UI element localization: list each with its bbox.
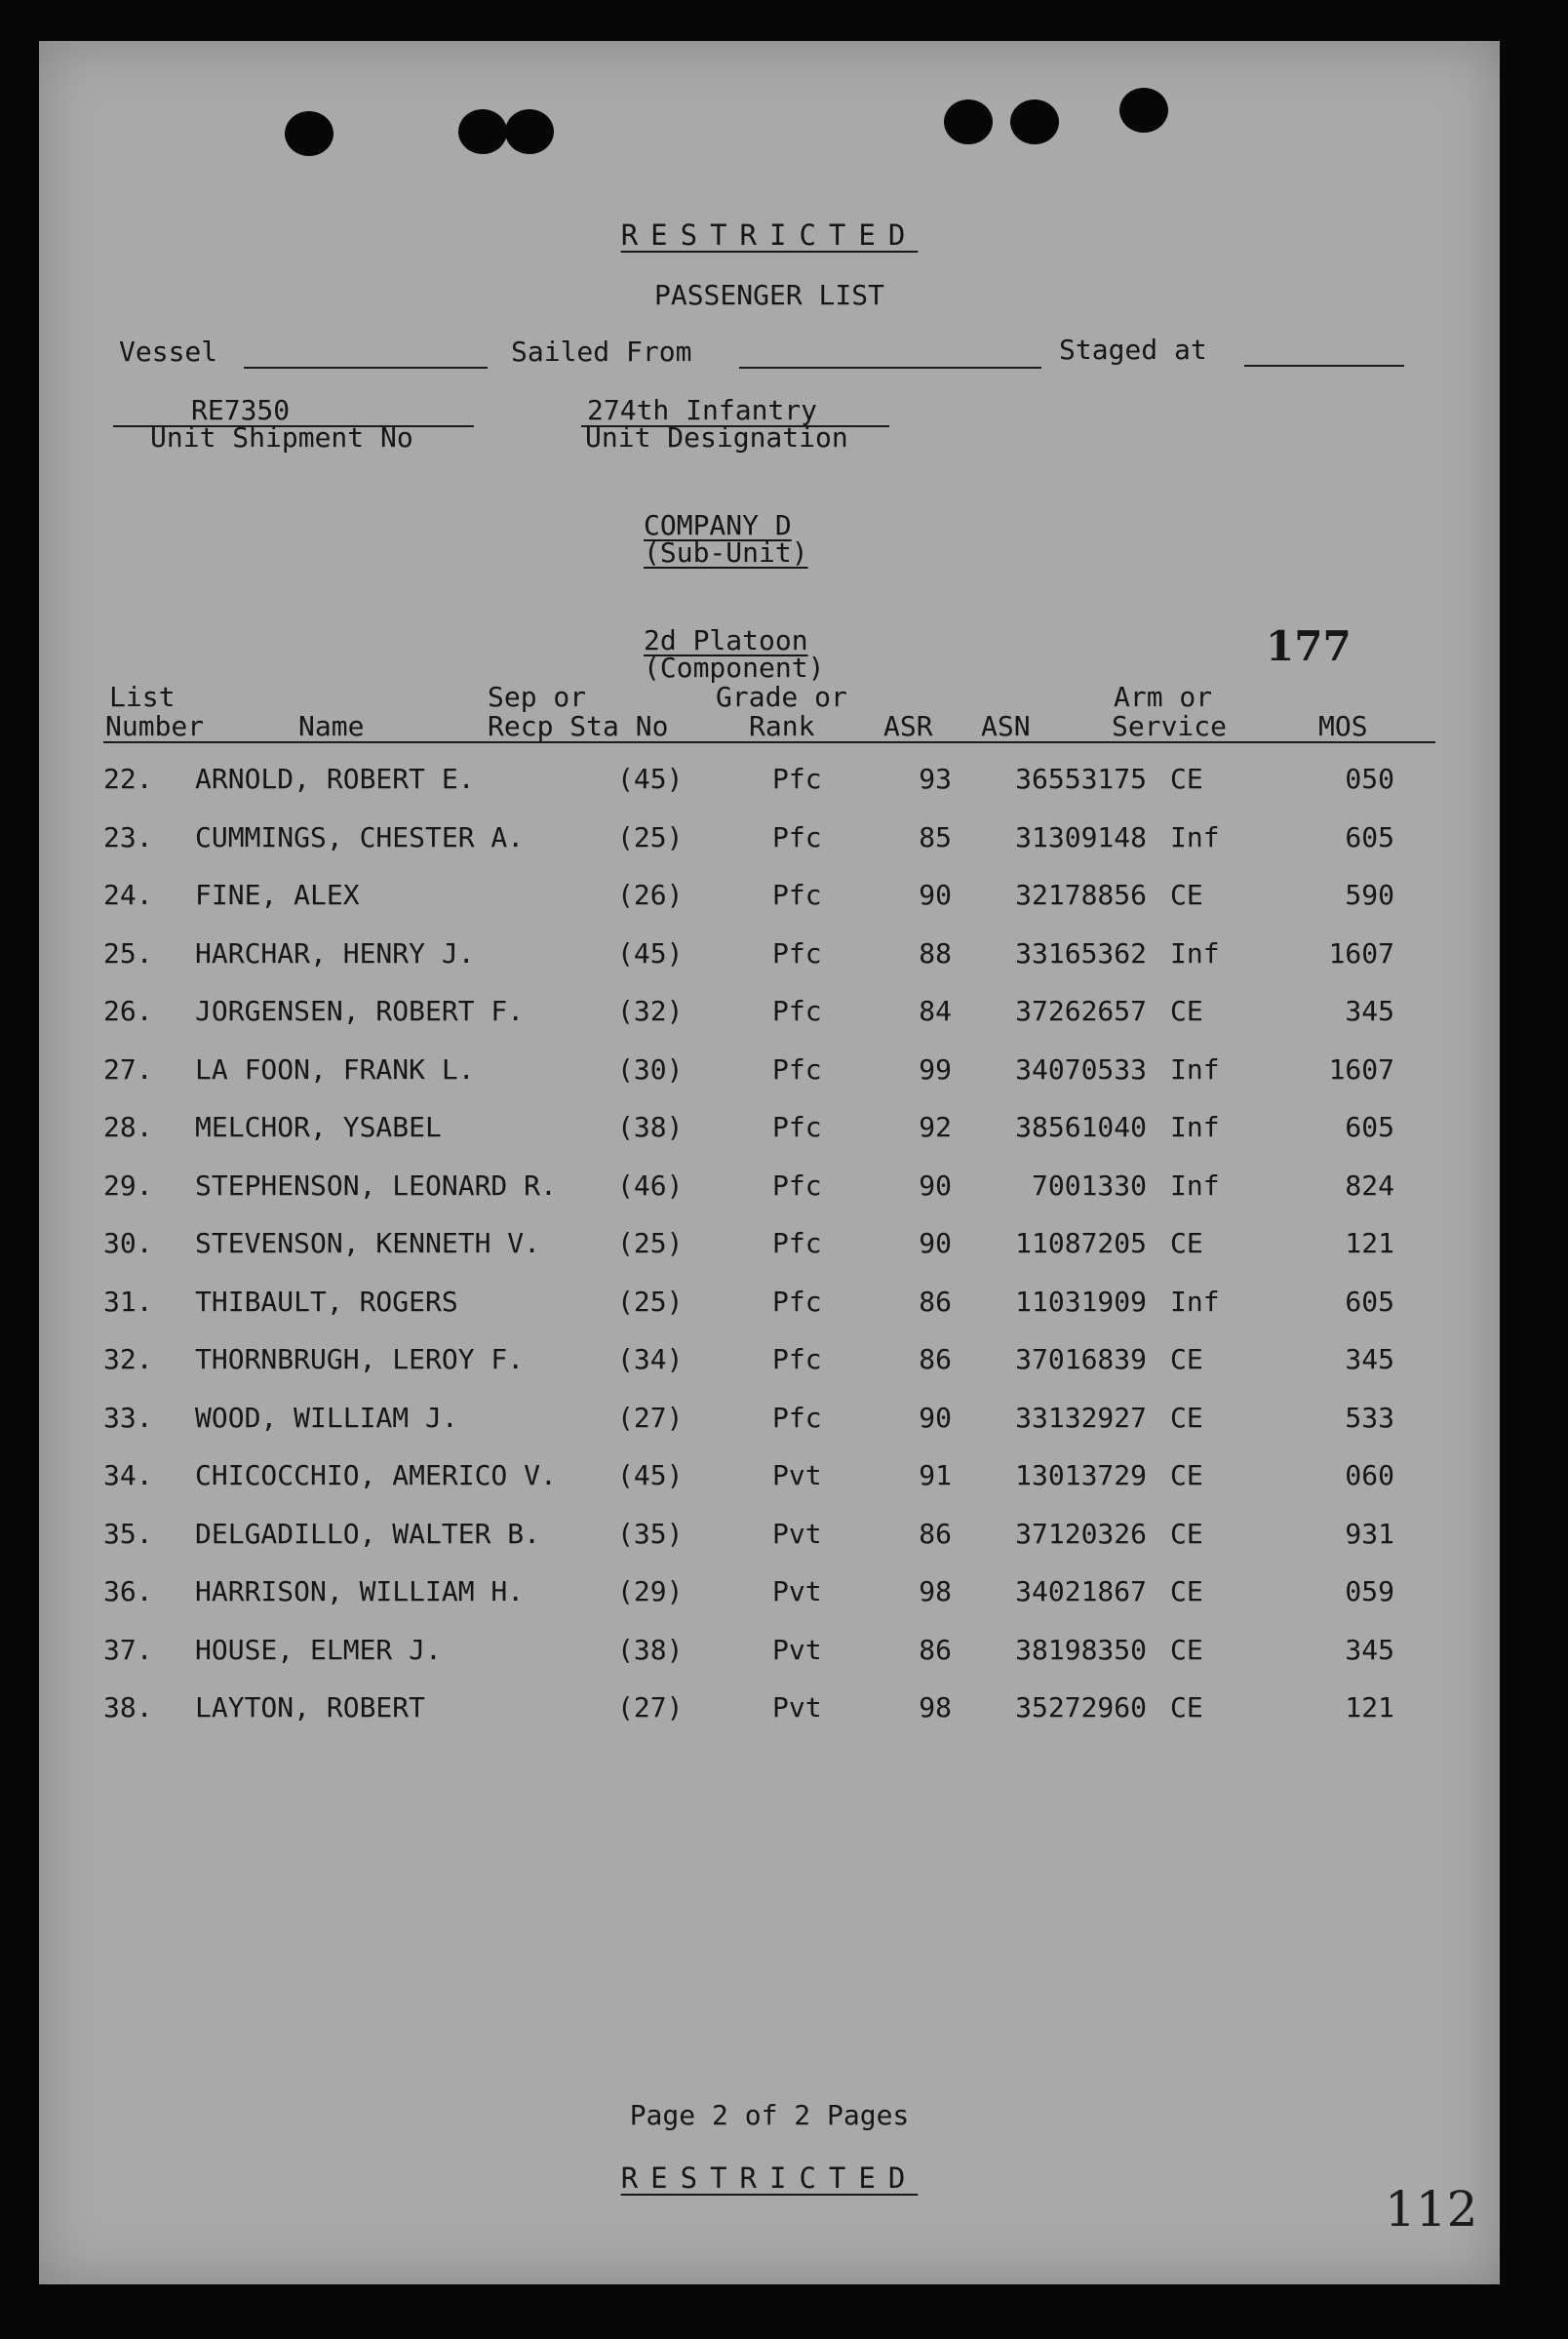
passenger-name: FINE, ALEX bbox=[195, 879, 360, 911]
table-row bbox=[39, 1111, 1500, 1162]
asn-number: 13013729 bbox=[1015, 1459, 1147, 1491]
asr-score: 90 bbox=[919, 1169, 952, 1202]
table-row bbox=[39, 763, 1500, 813]
arm-service: CE bbox=[1170, 1633, 1203, 1666]
table-row bbox=[39, 1286, 1500, 1336]
arm-service: CE bbox=[1170, 1401, 1203, 1434]
station-number: (38) bbox=[617, 1111, 684, 1143]
col-list-number-line2: Number bbox=[105, 710, 205, 742]
rank: Pvt bbox=[772, 1575, 822, 1607]
arm-service: CE bbox=[1170, 1459, 1203, 1491]
punch-hole-5 bbox=[1010, 99, 1059, 144]
table-row bbox=[39, 1227, 1500, 1278]
mos-code: 931 bbox=[1345, 1517, 1394, 1550]
passenger-name: LA FOON, FRANK L. bbox=[195, 1052, 475, 1086]
mos-code: 345 bbox=[1345, 1633, 1394, 1666]
col-grade-line1: Grade or bbox=[716, 681, 847, 713]
document-title: PASSENGER LIST bbox=[653, 279, 884, 311]
punch-hole-3 bbox=[505, 109, 554, 154]
station-number: (26) bbox=[617, 879, 684, 911]
list-number: 27. bbox=[103, 1052, 153, 1086]
asr-score: 93 bbox=[919, 763, 952, 795]
mos-code: 121 bbox=[1345, 1691, 1394, 1724]
rank: Pfc bbox=[772, 995, 822, 1027]
list-number: 34. bbox=[103, 1459, 153, 1491]
passenger-name: THORNBRUGH, LEROY F. bbox=[195, 1343, 525, 1375]
list-number: 32. bbox=[103, 1343, 153, 1375]
col-grade-line2: Rank bbox=[749, 710, 815, 742]
passenger-name: ARNOLD, ROBERT E. bbox=[195, 763, 475, 795]
mos-code: 605 bbox=[1345, 820, 1394, 853]
table-row bbox=[39, 821, 1500, 872]
asr-score: 90 bbox=[919, 879, 952, 911]
arm-service: CE bbox=[1170, 1517, 1203, 1550]
table-row bbox=[39, 1053, 1500, 1104]
station-number: (32) bbox=[617, 995, 684, 1027]
table-row bbox=[39, 1402, 1500, 1452]
rank: Pvt bbox=[772, 1633, 822, 1666]
passenger-name: CUMMINGS, CHESTER A. bbox=[195, 820, 525, 853]
rank: Pfc bbox=[772, 1052, 822, 1086]
staged-at-label: Staged at bbox=[1059, 334, 1207, 366]
col-name: Name bbox=[298, 710, 365, 742]
station-number: (25) bbox=[617, 1227, 684, 1259]
table-row bbox=[39, 1575, 1500, 1626]
list-number: 25. bbox=[103, 936, 153, 970]
col-list-number-line1: List bbox=[109, 681, 176, 713]
punch-hole-6 bbox=[1119, 88, 1168, 133]
unit-shipment-value: RE7350 bbox=[191, 394, 291, 426]
col-sta-line2: Recp Sta No bbox=[488, 710, 669, 742]
asn-number: 36553175 bbox=[1015, 763, 1147, 795]
station-number: (45) bbox=[617, 936, 684, 970]
unit-designation-value: 274th Infantry bbox=[587, 394, 818, 426]
station-number: (35) bbox=[617, 1517, 684, 1550]
table-row bbox=[39, 995, 1500, 1046]
rank: Pfc bbox=[772, 820, 822, 853]
sub-unit-value: COMPANY D bbox=[644, 509, 792, 541]
arm-service: CE bbox=[1170, 879, 1203, 911]
station-number: (27) bbox=[617, 1691, 684, 1724]
list-number: 33. bbox=[103, 1401, 153, 1434]
component-label: (Component) bbox=[644, 652, 825, 684]
table-row bbox=[39, 1343, 1500, 1394]
mos-code: 824 bbox=[1345, 1169, 1394, 1202]
col-sta-line1: Sep or bbox=[488, 681, 587, 713]
list-number: 36. bbox=[103, 1575, 153, 1607]
list-number: 37. bbox=[103, 1633, 153, 1666]
asr-score: 88 bbox=[919, 936, 952, 970]
passenger-name: LAYTON, ROBERT bbox=[195, 1691, 426, 1724]
passenger-name: THIBAULT, ROGERS bbox=[195, 1285, 458, 1318]
list-number: 22. bbox=[103, 763, 153, 795]
page-info: Page 2 of 2 Pages bbox=[629, 2099, 910, 2131]
asr-score: 86 bbox=[919, 1633, 952, 1666]
rank: Pfc bbox=[772, 936, 822, 970]
list-number: 35. bbox=[103, 1517, 153, 1550]
asn-number: 35272960 bbox=[1015, 1691, 1147, 1724]
asn-number: 37016839 bbox=[1015, 1343, 1147, 1375]
mos-code: 060 bbox=[1345, 1459, 1394, 1491]
list-number: 30. bbox=[103, 1227, 153, 1259]
rank: Pvt bbox=[772, 1459, 822, 1491]
asr-score: 84 bbox=[919, 995, 952, 1027]
table-row bbox=[39, 1518, 1500, 1568]
mos-code: 121 bbox=[1345, 1227, 1394, 1259]
vessel-blank-line bbox=[244, 367, 488, 369]
mos-code: 605 bbox=[1345, 1111, 1394, 1143]
mos-code: 345 bbox=[1345, 995, 1394, 1027]
arm-service: Inf bbox=[1170, 1169, 1220, 1202]
list-number: 31. bbox=[103, 1285, 153, 1318]
mos-code: 059 bbox=[1345, 1575, 1394, 1607]
station-number: (45) bbox=[617, 1459, 684, 1491]
station-number: (34) bbox=[617, 1343, 684, 1375]
asn-number: 33165362 bbox=[1015, 936, 1147, 970]
station-number: (25) bbox=[617, 1285, 684, 1318]
passenger-name: JORGENSEN, ROBERT F. bbox=[195, 995, 525, 1027]
header-underline bbox=[103, 741, 1435, 743]
punch-hole-2 bbox=[458, 109, 507, 154]
asn-number: 38198350 bbox=[1015, 1633, 1147, 1666]
asn-number: 31309148 bbox=[1015, 820, 1147, 853]
mos-code: 1607 bbox=[1328, 1052, 1394, 1086]
passenger-name: HOUSE, ELMER J. bbox=[195, 1633, 442, 1666]
rank: Pfc bbox=[772, 1111, 822, 1143]
col-asr: ASR bbox=[883, 710, 933, 742]
vessel-label: Vessel bbox=[119, 336, 218, 368]
list-number: 38. bbox=[103, 1691, 153, 1724]
punch-hole-1 bbox=[285, 111, 333, 156]
asr-score: 99 bbox=[919, 1052, 952, 1086]
arm-service: CE bbox=[1170, 1343, 1203, 1375]
restricted-header: RESTRICTED bbox=[620, 218, 919, 252]
page-stamp-number: 177 bbox=[1266, 622, 1352, 670]
rank: Pvt bbox=[772, 1517, 822, 1550]
mos-code: 345 bbox=[1345, 1343, 1394, 1375]
mos-code: 590 bbox=[1345, 879, 1394, 911]
list-number: 23. bbox=[103, 820, 153, 853]
asr-score: 98 bbox=[919, 1575, 952, 1607]
asn-number: 34070533 bbox=[1015, 1052, 1147, 1086]
passenger-name: HARRISON, WILLIAM H. bbox=[195, 1575, 525, 1607]
col-arm-line1: Arm or bbox=[1114, 681, 1213, 713]
rank: Pfc bbox=[772, 1401, 822, 1434]
sailed-from-blank-line bbox=[739, 367, 1041, 369]
table-row bbox=[39, 1634, 1500, 1685]
arm-service: Inf bbox=[1170, 820, 1220, 853]
asn-number: 7001330 bbox=[1031, 1169, 1147, 1202]
passenger-name: HARCHAR, HENRY J. bbox=[195, 936, 475, 970]
mos-code: 050 bbox=[1345, 763, 1394, 795]
asn-number: 37262657 bbox=[1015, 995, 1147, 1027]
station-number: (25) bbox=[617, 820, 684, 853]
rank: Pfc bbox=[772, 763, 822, 795]
arm-service: Inf bbox=[1170, 936, 1220, 970]
station-number: (46) bbox=[617, 1169, 684, 1202]
passenger-name: STEPHENSON, LEONARD R. bbox=[195, 1169, 557, 1202]
mos-code: 533 bbox=[1345, 1401, 1394, 1434]
rank: Pfc bbox=[772, 1285, 822, 1318]
col-asn: ASN bbox=[981, 710, 1031, 742]
asr-score: 98 bbox=[919, 1691, 952, 1724]
table-row bbox=[39, 879, 1500, 930]
asr-score: 85 bbox=[919, 820, 952, 853]
table-row bbox=[39, 937, 1500, 988]
station-number: (38) bbox=[617, 1633, 684, 1666]
rank: Pvt bbox=[772, 1691, 822, 1724]
asr-score: 86 bbox=[919, 1517, 952, 1550]
col-arm-line2: Service bbox=[1112, 710, 1228, 742]
asn-number: 11087205 bbox=[1015, 1227, 1147, 1259]
passenger-name: CHICOCCHIO, AMERICO V. bbox=[195, 1459, 557, 1491]
list-number: 26. bbox=[103, 995, 153, 1027]
arm-service: Inf bbox=[1170, 1052, 1220, 1086]
arm-service: CE bbox=[1170, 763, 1203, 795]
arm-service: CE bbox=[1170, 1575, 1203, 1607]
rank: Pfc bbox=[772, 1227, 822, 1259]
asr-score: 91 bbox=[919, 1459, 952, 1491]
table-row bbox=[39, 1170, 1500, 1220]
passenger-name: DELGADILLO, WALTER B. bbox=[195, 1517, 541, 1550]
passenger-name: MELCHOR, YSABEL bbox=[195, 1111, 442, 1143]
sub-unit-label: (Sub-Unit) bbox=[644, 536, 808, 569]
arm-service: CE bbox=[1170, 1227, 1203, 1259]
asn-number: 11031909 bbox=[1015, 1285, 1147, 1318]
rank: Pfc bbox=[772, 1169, 822, 1202]
table-row bbox=[39, 1459, 1500, 1510]
rank: Pfc bbox=[772, 879, 822, 911]
asr-score: 90 bbox=[919, 1227, 952, 1259]
arm-service: CE bbox=[1170, 995, 1203, 1027]
arm-service: CE bbox=[1170, 1691, 1203, 1724]
handwritten-page-number: 112 bbox=[1385, 2181, 1478, 2238]
component-value: 2d Platoon bbox=[644, 624, 808, 656]
staged-at-blank-line bbox=[1244, 365, 1404, 367]
list-number: 28. bbox=[103, 1111, 153, 1143]
mos-code: 1607 bbox=[1328, 936, 1394, 970]
station-number: (45) bbox=[617, 763, 684, 795]
punch-hole-4 bbox=[944, 99, 993, 144]
station-number: (30) bbox=[617, 1052, 684, 1086]
asn-number: 38561040 bbox=[1015, 1111, 1147, 1143]
col-mos: MOS bbox=[1318, 710, 1368, 742]
asn-number: 37120326 bbox=[1015, 1517, 1147, 1550]
station-number: (29) bbox=[617, 1575, 684, 1607]
asr-score: 86 bbox=[919, 1285, 952, 1318]
list-number: 24. bbox=[103, 879, 153, 911]
sailed-from-label: Sailed From bbox=[511, 336, 692, 368]
arm-service: Inf bbox=[1170, 1111, 1220, 1143]
arm-service: Inf bbox=[1170, 1285, 1220, 1318]
rank: Pfc bbox=[772, 1343, 822, 1375]
passenger-name: WOOD, WILLIAM J. bbox=[195, 1401, 458, 1434]
asr-score: 86 bbox=[919, 1343, 952, 1375]
list-number: 29. bbox=[103, 1169, 153, 1202]
asn-number: 33132927 bbox=[1015, 1401, 1147, 1434]
asr-score: 92 bbox=[919, 1111, 952, 1143]
mos-code: 605 bbox=[1345, 1285, 1394, 1318]
document-page bbox=[39, 41, 1500, 2284]
unit-shipment-label: Unit Shipment No bbox=[150, 421, 413, 454]
table-row bbox=[39, 1691, 1500, 1742]
passenger-name: STEVENSON, KENNETH V. bbox=[195, 1227, 541, 1259]
station-number: (27) bbox=[617, 1401, 684, 1434]
asn-number: 34021867 bbox=[1015, 1575, 1147, 1607]
restricted-footer: RESTRICTED bbox=[620, 2161, 919, 2195]
asr-score: 90 bbox=[919, 1401, 952, 1434]
unit-designation-label: Unit Designation bbox=[585, 421, 848, 454]
asn-number: 32178856 bbox=[1015, 879, 1147, 911]
